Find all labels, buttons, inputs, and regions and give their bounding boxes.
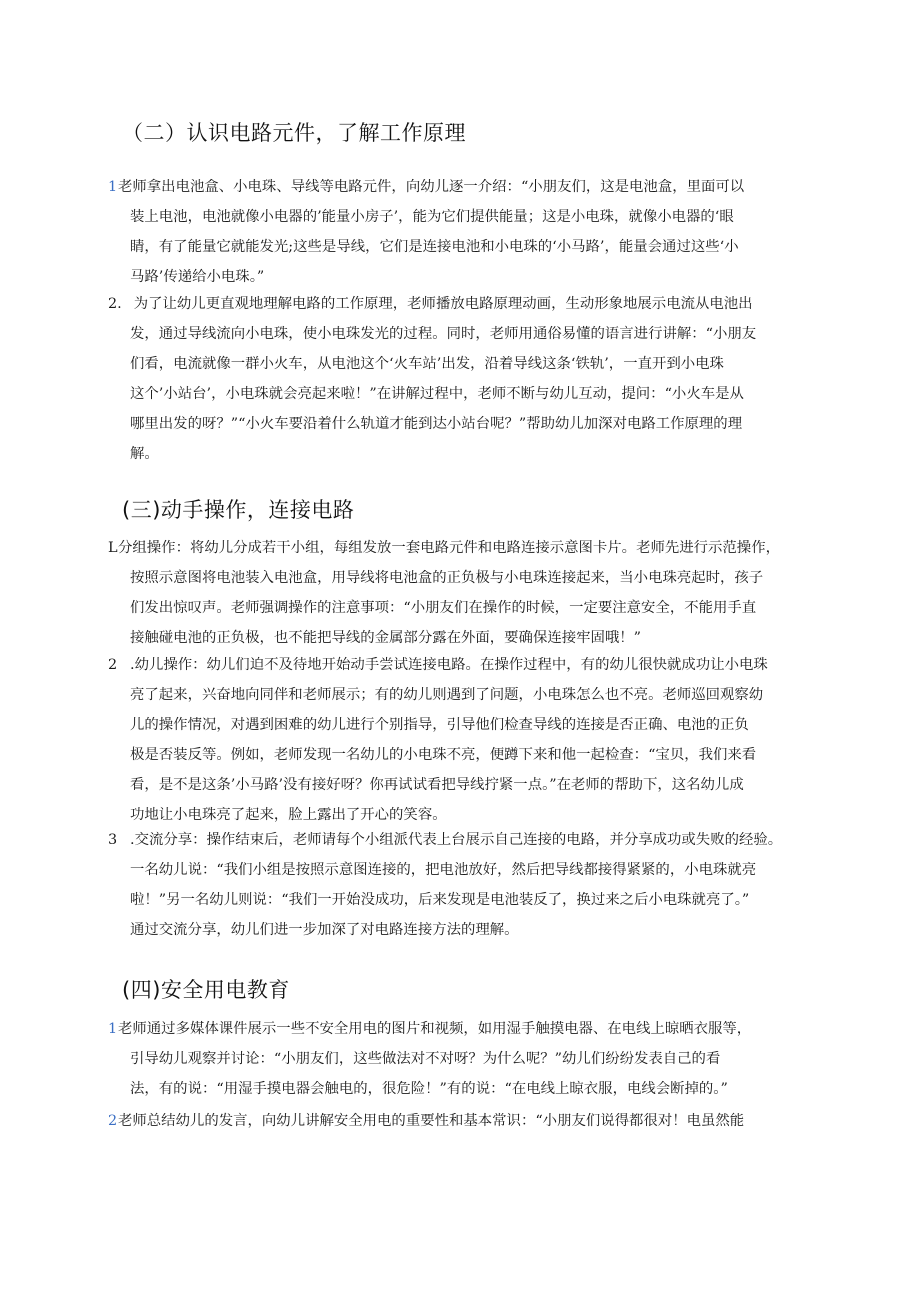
text-line: 接触碰电池的正负极，也不能把导线的金属部分露在外面，要确保连接牢固哦！” (130, 630, 642, 646)
text-line: 哪里出发的呀？”“小火车要沿着什么轨道才能到达小站台呢？”帮助幼儿加深对电路工作原理的理 (130, 416, 743, 432)
paragraph (108, 650, 820, 830)
text-line: 法，有的说：“用湿手摸电器会触电的，很危险！”有的说：“在电线上晾衣服，电线会断掉的。” (130, 1081, 728, 1097)
paragraph (108, 289, 820, 469)
text-line: 1老师通过多媒体课件展示一些不安全用电的图片和视频，如用湿手触摸电器、在电线上晾晒衣服等， (108, 1014, 820, 1044)
list-number: 2 (108, 1113, 118, 1129)
text-line: 啦！”另一名幼儿则说：“我们一开始没成功，后来发现是电池装反了，换过来之后小电珠就亮了。” (130, 892, 750, 908)
paragraph (108, 1014, 820, 1104)
text-line: 马路’传递给小电珠。” (130, 269, 265, 285)
text-line: 功地让小电珠亮了起来，脸上露出了开心的笑容。 (130, 807, 447, 823)
section-heading: (四)安全用电教育 (122, 978, 290, 1002)
section-heading: （二）认识电路元件，了解工作原理 (122, 121, 466, 145)
text-line: 极是否装反等。例如，老师发现一名幼儿的小电珠不亮，便蹲下来和他一起检查：“宝贝，我们来看 (130, 747, 757, 763)
text-line: 通过交流分享，幼儿们进一步加深了对电路连接方法的理解。 (130, 922, 519, 938)
text-line: 2. 为了让幼儿更直观地理解电路的工作原理，老师播放电路原理动画，生动形象地展示电流从电池出 (108, 289, 820, 319)
text-line: 引导幼儿观察并讨论：“小朋友们，这些做法对不对呀？为什么呢？”幼儿们纷纷发表自己的看 (130, 1051, 721, 1067)
text-line: 解。 (130, 446, 159, 462)
list-number: 2. (108, 296, 122, 312)
text-line: 3 .交流分享：操作结束后，老师请每个小组派代表上台展示自己连接的电路，并分享成功或失败的经验。 (108, 825, 820, 855)
text-line: 们发出惊叹声。老师强调操作的注意事项：“小朋友们在操作的时候，一定要注意安全，不能用手直 (130, 600, 757, 616)
paragraph (108, 533, 820, 653)
paragraph (108, 172, 820, 292)
list-number: 1 (108, 1021, 118, 1037)
list-number: 2 (108, 657, 118, 673)
list-number: 3 (108, 832, 118, 848)
text-line: 亮了起来，兴奋地向同伴和老师展示；有的幼儿则遇到了问题，小电珠怎么也不亮。老师巡回观察幼 (130, 687, 764, 703)
text-line: 们看，电流就像一群小火车，从电池这个‘火车站’出发，沿着导线这条‘铁轨’，一直开到小电珠 (130, 356, 724, 372)
text-line: 装上电池，电池就像小电器的’能量小房子’，能为它们提供能量；这是小电珠，就像小电器的‘眼 (130, 209, 734, 225)
text-line: 睛，有了能量它就能发光;这些是导线，它们是连接电池和小电珠的‘小马路’，能量会通过这些‘小 (130, 239, 739, 255)
text-line: 1老师拿出电池盒、小电珠、导线等电路元件，向幼儿逐一介绍：“小朋友们，这是电池盒，里面可以 (108, 172, 820, 202)
text-line: 儿的操作情况，对遇到困难的幼儿进行个别指导，引导他们检查导线的连接是否正确、电池的正负 (130, 717, 749, 733)
paragraph (108, 825, 820, 945)
text-line: 2 .幼儿操作：幼儿们迫不及待地开始动手尝试连接电路。在操作过程中，有的幼儿很快就成功让小电珠 (108, 650, 820, 680)
paragraph (108, 1106, 820, 1136)
section-heading: (三)动手操作，连接电路 (122, 498, 355, 522)
list-number: L (108, 540, 118, 556)
list-number: 1 (108, 179, 118, 195)
text-line: 一名幼儿说：“我们小组是按照示意图连接的，把电池放好，然后把导线都接得紧紧的，小电珠就亮 (130, 862, 757, 878)
text-line: 看，是不是这条’小马路’没有接好呀？你再试试看把导线拧紧一点。”在老师的帮助下，这名幼儿成 (130, 777, 744, 793)
text-line: L分组操作：将幼儿分成若干小组，每组发放一套电路元件和电路连接示意图卡片。老师先进行示范操作， (108, 533, 820, 563)
text-line: 按照示意图将电池装入电池盒，用导线将电池盒的正负极与小电珠连接起来，当小电珠亮起时，孩子 (130, 570, 764, 586)
text-line: 2老师总结幼儿的发言，向幼儿讲解安全用电的重要性和基本常识：“小朋友们说得都很对！电虽然能 (108, 1106, 820, 1136)
text-line: 这个’小站台’，小电珠就会亮起来啦！”在讲解过程中，老师不断与幼儿互动，提问：“小火车是从 (130, 386, 744, 402)
text-line: 发，通过导线流向小电珠，使小电珠发光的过程。同时，老师用通俗易懂的语言进行讲解：“小朋友 (130, 326, 757, 342)
